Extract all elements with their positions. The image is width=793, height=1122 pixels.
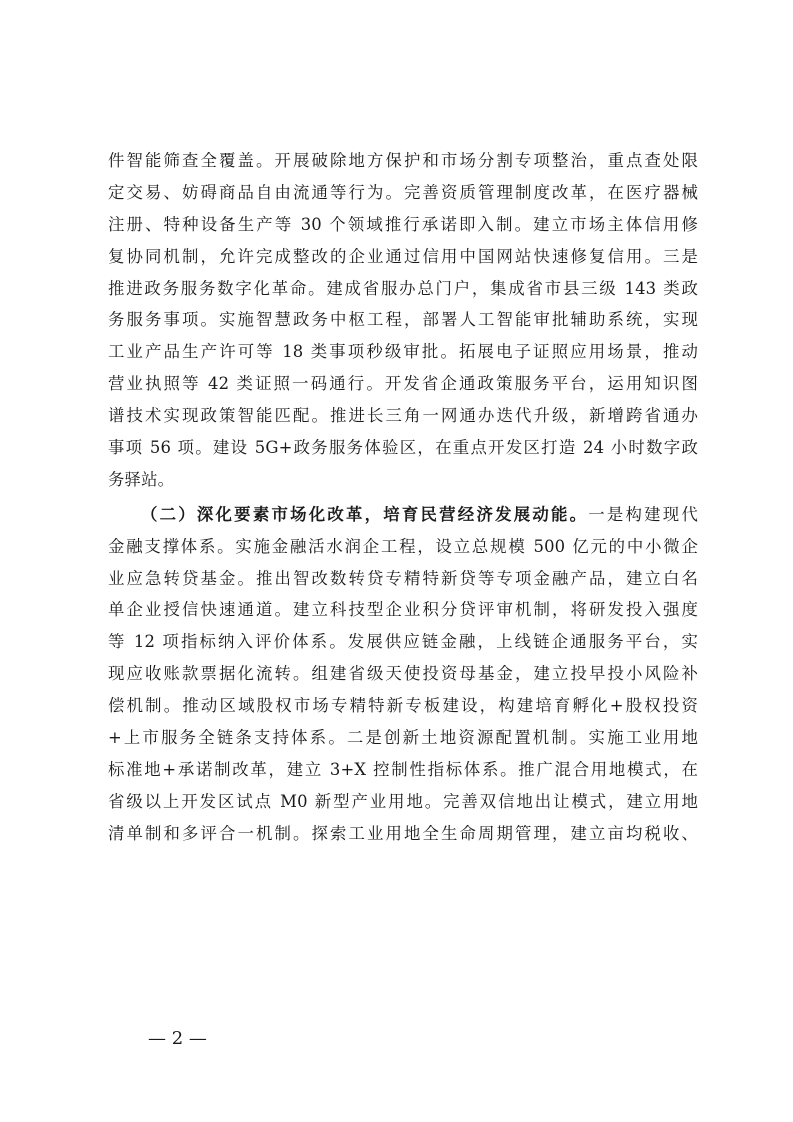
paragraph-1 (108, 145, 698, 496)
text-line: 件智能筛查全覆盖。开展破除地方保护和市场分割专项整治，重点查处限 (108, 151, 698, 170)
paragraph-first-line (108, 499, 698, 531)
text-run: 一是构建现代 (588, 504, 698, 524)
text-line: 事项 56 项。建设 5G+政务服务体验区，在重点开发区打造 24 小时数字政 (108, 438, 698, 458)
text-line: 务驿站。 (108, 469, 175, 489)
section-heading: （二）深化要素市场化改革，培育民营经济发展动能。 (141, 504, 589, 524)
text-line: 等 12 项指标纳入评价体系。发展供应链金融，上线链企通服务平台，实 (108, 632, 698, 652)
text-line: 工业产品生产许可等 18 类事项秒级审批。拓展电子证照应用场景，推动 (108, 342, 698, 362)
text-line: 谱技术实现政策智能匹配。推进长三角一网通办迭代升级，新增跨省通办 (108, 406, 698, 426)
text-line: 标准地+承诺制改革，建立 3+X 控制性指标体系。推广混合用地模式，在 (108, 759, 698, 779)
text-line: 金融支撑体系。实施金融活水润企工程，设立总规模 500 亿元的中小微企 (108, 536, 698, 556)
text-line: 业应急转贷基金。推出智改数转贷专精特新贷等专项金融产品，建立白名 (108, 568, 698, 588)
text-line: 营业执照等 42 类证照一码通行。开发省企通政策服务平台，运用知识图 (108, 374, 698, 394)
text-line: 现应收账款票据化流转。组建省级天使投资母基金，建立投早投小风险补 (108, 664, 698, 684)
text-line: 省级以上开发区试点 M0 新型产业用地。完善双信地出让模式，建立用地 (108, 791, 698, 811)
text-line: 务服务事项。实施智慧政务中枢工程，部署人工智能审批辅助系统，实现 (108, 310, 698, 330)
text-line: 注册、特种设备生产等 30 个领域推行承诺即入制。建立市场主体信用修 (108, 214, 698, 234)
text-line: 复协同机制，允许完成整改的企业通过信用中国网站快速修复信用。三是 (108, 246, 698, 266)
text-line: 定交易、妨碍商品自由流通等行为。完善资质管理制度改革，在医疗器械 (108, 182, 698, 202)
text-line: +上市服务全链条支持体系。二是创新土地资源配置机制。实施工业用地 (108, 728, 698, 748)
paragraph-2 (108, 499, 698, 850)
page-number: — 2 — (148, 1028, 207, 1049)
body-text (108, 145, 698, 850)
text-line: 清单制和多评合一机制。探索工业用地全生命周期管理，建立亩均税收、 (108, 823, 698, 843)
text-line: 单企业授信快速通道。建立科技型企业积分贷评审机制，将研发投入强度 (108, 600, 698, 620)
text-line: 推进政务服务数字化革命。建成省服办总门户，集成省市县三级 143 类政 (108, 278, 698, 298)
text-line: 偿机制。推动区域股权市场专精特新专板建设，构建培育孵化+股权投资 (108, 696, 698, 716)
